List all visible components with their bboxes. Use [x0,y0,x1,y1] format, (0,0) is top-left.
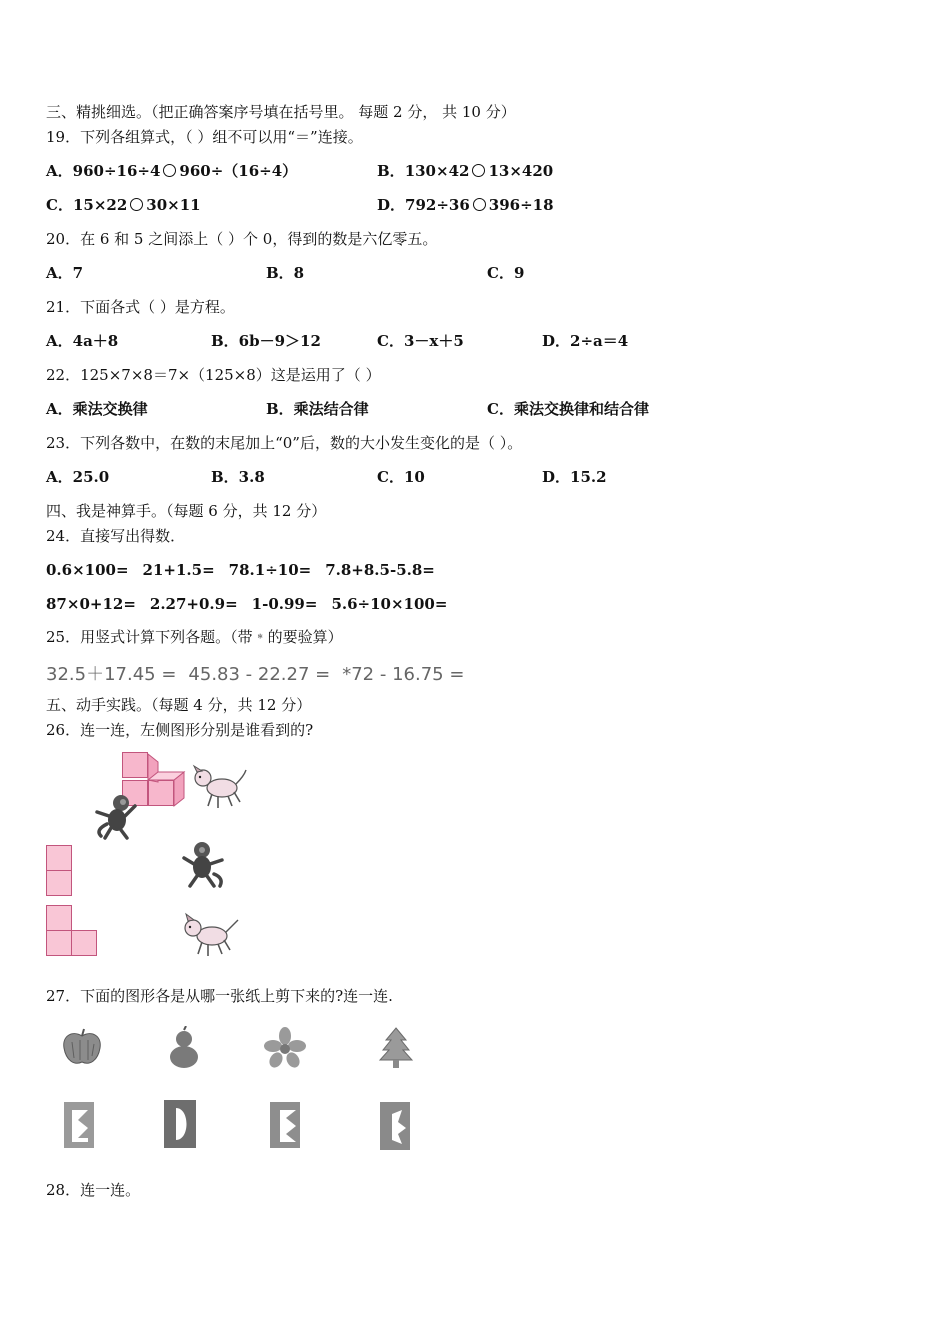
cut-paper-icon[interactable] [378,1100,412,1152]
q21-option-d[interactable]: D．2÷a＝4 [542,332,629,350]
vertical-calc-item: *72 - 16.75 = [342,664,465,685]
square [71,930,97,956]
section4-title: 四、我是神算手。（每题 6 分，共 12 分） [46,502,327,520]
calc-item: 2.27+0.9= [149,595,238,613]
gourd-icon[interactable] [164,1026,204,1070]
q20-option-b[interactable]: B．8 [266,264,305,282]
vertical-calc-item: 45.83 - 22.27 = [188,664,331,685]
q22-option-a[interactable]: A．乘法交换律 [46,400,148,418]
cut-paper-icon[interactable] [162,1098,198,1150]
q19-option-b[interactable]: B．130×42 13×420 [377,162,554,180]
q23-stem: 23．下列各数中，在数的末尾加上“0”后，数的大小发生变化的是（ ）。 [46,434,523,452]
q24-row-1 [46,561,449,579]
flower-icon[interactable] [263,1026,307,1070]
q21-option-c[interactable]: C．3－x＋5 [377,332,464,350]
q21-option-a[interactable]: A．4a＋8 [46,332,119,350]
q23-option-a[interactable]: A．25.0 [46,468,110,486]
q20-option-c[interactable]: C．9 [487,264,525,282]
square [46,930,72,956]
q20-option-a[interactable]: A．7 [46,264,84,282]
q24-stem: 24．直接写出得数． [46,527,186,545]
circle-blank-icon [472,164,485,177]
q26-stem: 26．连一连，左侧图形分别是谁看到的? [46,721,314,739]
calc-item: 0.6×100= [46,561,129,579]
circle-blank-icon [163,164,176,177]
q28-stem: 28．连一连。 [46,1181,141,1199]
calc-item: 87×0+12= [46,595,136,613]
section3-title: 三、精挑细选。（把正确答案序号填在括号里。 每题 2 分， 共 10 分） [46,103,516,121]
q19-option-a[interactable]: A．960÷16÷4 960÷（16÷4） [46,162,298,180]
q20-stem: 20．在 6 和 5 之间添上（ ）个 0，得到的数是六亿零五。 [46,230,438,248]
square [46,870,72,896]
calc-item: 78.1÷10= [228,561,312,579]
cut-paper-icon[interactable] [268,1100,302,1150]
calc-item: 1-0.99= [251,595,318,613]
q19-stem: 19．下列各组算式，（ ）组不可以用“＝”连接。 [46,128,363,146]
q22-option-c[interactable]: C．乘法交换律和结合律 [487,400,649,418]
q25-items [46,660,476,686]
q22-option-b[interactable]: B．乘法结合律 [266,400,369,418]
q23-option-c[interactable]: C．10 [377,468,425,486]
square [46,845,72,871]
apple-icon[interactable] [60,1028,104,1068]
calc-item: 5.6÷10×100= [331,595,448,613]
q19-option-c[interactable]: C．15×22 30×11 [46,196,201,214]
q24-row-2 [46,595,461,613]
q27-stem: 27．下面的图形各是从哪一张纸上剪下来的?连一连. [46,987,393,1005]
dog-icon[interactable] [180,910,240,958]
q22-stem: 22．125×7×8＝7×（125×8）这是运用了（ ） [46,366,381,384]
circle-blank-icon [130,198,143,211]
square [46,905,72,931]
section5-title: 五、动手实践。（每题 4 分，共 12 分） [46,696,312,714]
q19-option-d[interactable]: D．792÷36 396÷18 [377,196,554,214]
q23-option-d[interactable]: D．15.2 [542,468,607,486]
dog-icon [190,762,248,810]
vertical-calc-item: 32.5＋17.45 = [46,664,177,685]
q23-option-b[interactable]: B．3.8 [211,468,265,486]
q25-stem: 25．用竖式计算下列各题。（带﹡的要验算） [46,628,343,646]
view-shape-vertical[interactable] [46,845,74,897]
monkey-icon[interactable] [180,840,226,888]
calc-item: 21+1.5= [142,561,215,579]
view-shape-l[interactable] [46,905,100,957]
monkey-icon [93,792,139,840]
calc-item: 7.8+8.5-5.8= [325,561,435,579]
q21-stem: 21．下面各式（ ）是方程。 [46,298,235,316]
q21-option-b[interactable]: B．6b－9＞12 [211,332,321,350]
cut-paper-icon[interactable] [62,1100,96,1150]
tree-icon[interactable] [376,1026,416,1070]
circle-blank-icon [473,198,486,211]
